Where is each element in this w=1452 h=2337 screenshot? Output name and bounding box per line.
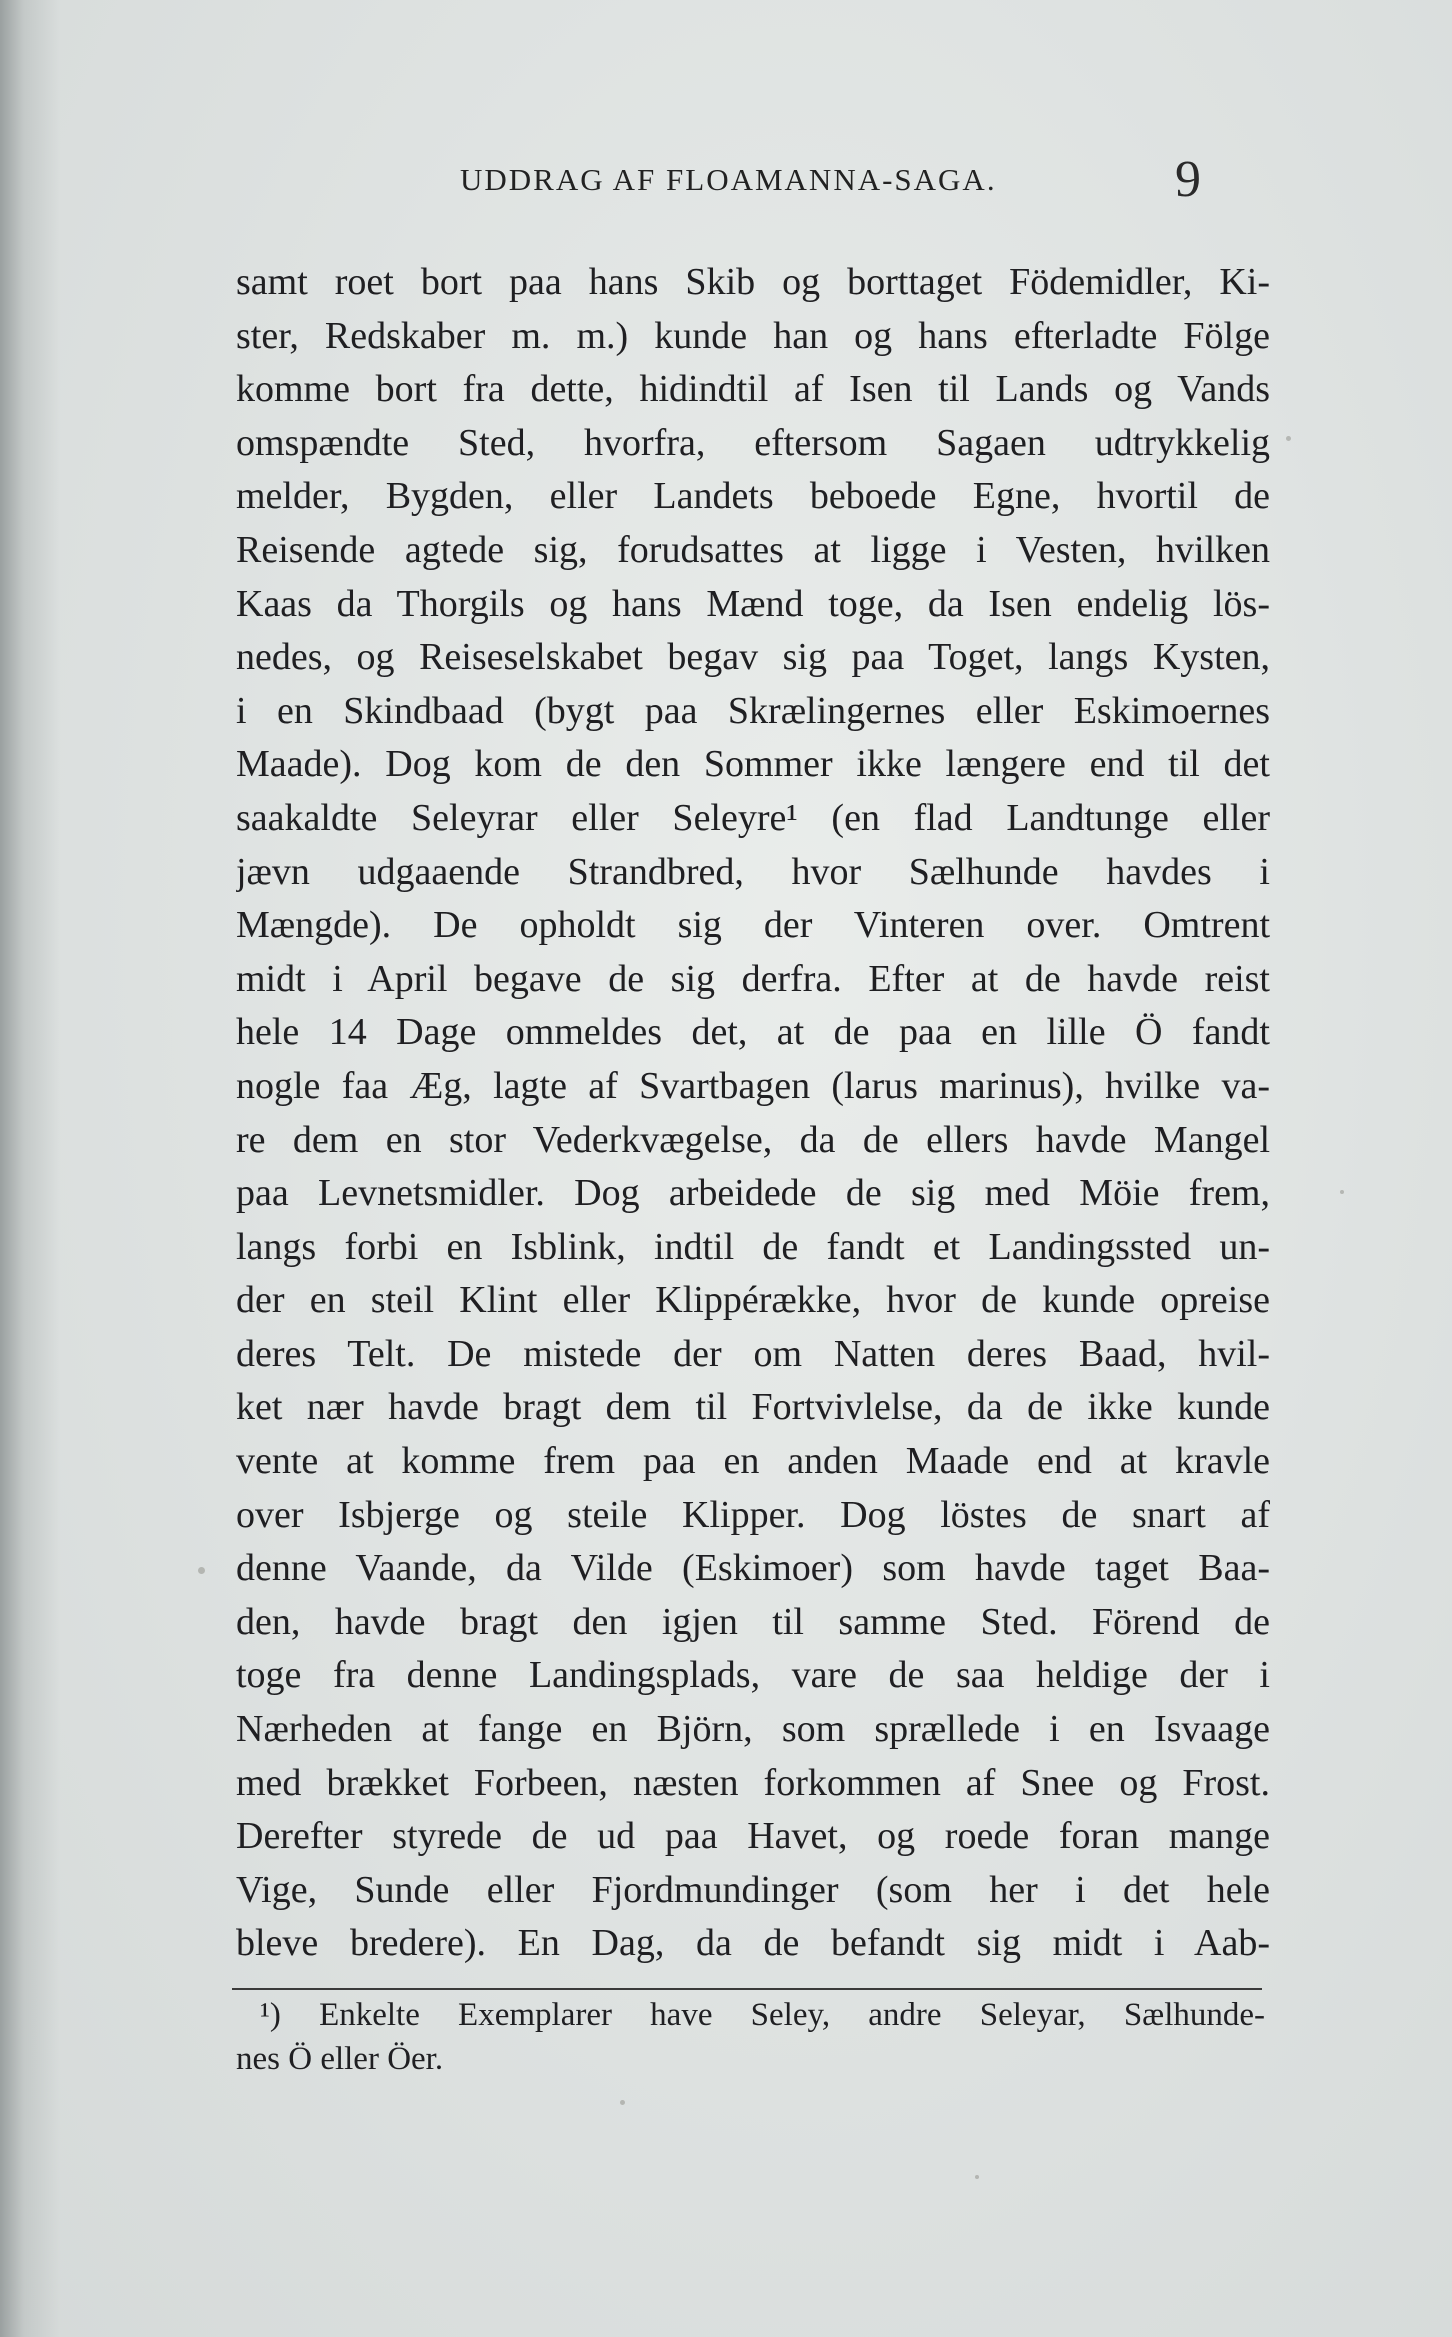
footnote-line: ¹) Enkelte Exemplarer have Seley, andre Seleyar, Sælhunde-: [260, 1997, 1265, 2033]
paper-speck: [620, 2100, 625, 2105]
footnote-line: nes Ö eller Öer.: [236, 2041, 444, 2077]
text-line: den, havde bragt den igjen til samme Sted. Förend de: [236, 1600, 1270, 1643]
paper-speck: [1340, 1190, 1344, 1194]
text-line: over Isbjerge og steile Klipper. Dog löstes de snart af: [236, 1493, 1270, 1536]
text-line: komme bort fra dette, hidindtil af Isen til Lands og Vands: [236, 368, 1270, 411]
text-line: nogle faa Æg, lagte af Svartbagen (larus marinus), hvilke va-: [236, 1064, 1270, 1107]
text-line: paa Levnetsmidler. Dog arbeidede de sig med Möie frem,: [236, 1172, 1270, 1215]
text-line: jævn udgaaende Strandbred, hvor Sælhunde havdes i: [236, 850, 1270, 893]
text-line: nedes, og Reiseselskabet begav sig paa Toget, langs Kysten,: [236, 636, 1270, 679]
text-line: deres Telt. De mistede der om Natten deres Baad, hvil-: [236, 1332, 1270, 1375]
text-line: melder, Bygden, eller Landets beboede Egne, hvortil de: [236, 475, 1270, 518]
text-line: Mængde). De opholdt sig der Vinteren over. Omtrent: [236, 904, 1270, 947]
text-line: hele 14 Dage ommeldes det, at de paa en lille Ö fandt: [236, 1011, 1270, 1054]
body-text: [236, 256, 1270, 1971]
page-number: 9: [1175, 151, 1201, 208]
text-line: bleve bredere). En Dag, da de befandt sig midt i Aab-: [236, 1922, 1270, 1965]
text-line: vente at komme frem paa en anden Maade end at kravle: [236, 1440, 1270, 1483]
footnote-rule: [232, 1988, 1262, 1990]
text-line: Maade). Dog kom de den Sommer ikke længere end til det: [236, 743, 1270, 786]
running-header: [460, 150, 1240, 210]
text-line: i en Skindbaad (bygt paa Skrælingernes eller Eskimoernes: [236, 689, 1270, 732]
text-line: ster, Redskaber m. m.) kunde han og hans efterladte Fölge: [236, 314, 1270, 357]
text-line: der en steil Klint eller Klippérække, hvor de kunde opreise: [236, 1279, 1270, 1322]
page-gutter-shadow: [0, 0, 60, 2337]
text-line: toge fra denne Landingsplads, vare de saa heldige der i: [236, 1654, 1270, 1697]
text-line: Kaas da Thorgils og hans Mænd toge, da Isen endelig lös-: [236, 582, 1270, 625]
paper-speck: [975, 2175, 979, 2179]
text-line: midt i April begave de sig derfra. Efter at de havde reist: [236, 957, 1270, 1000]
text-line: Vige, Sunde eller Fjordmundinger (som her i det hele: [236, 1868, 1270, 1911]
text-line: Derefter styrede de ud paa Havet, og roede foran mange: [236, 1815, 1270, 1858]
text-line: ket nær havde bragt dem til Fortvivlelse, da de ikke kunde: [236, 1386, 1270, 1429]
text-line: denne Vaande, da Vilde (Eskimoer) som havde taget Baa-: [236, 1547, 1270, 1590]
text-line: samt roet bort paa hans Skib og borttaget Födemidler, Ki-: [236, 261, 1270, 303]
paper-speck: [1286, 436, 1291, 441]
running-title: UDDRAG AF FLOAMANNA-SAGA.: [460, 162, 997, 197]
text-line: Reisende agtede sig, forudsattes at ligge i Vesten, hvilken: [236, 528, 1270, 571]
text-line: langs forbi en Isblink, indtil de fandt et Landingssted un-: [236, 1225, 1270, 1268]
paper-speck: [198, 1567, 205, 1574]
footnote: [236, 1993, 1265, 2081]
text-line: med brækket Forbeen, næsten forkommen af Snee og Frost.: [236, 1761, 1270, 1804]
text-line: Nærheden at fange en Björn, som sprællede i en Isvaage: [236, 1708, 1270, 1751]
text-line: saakaldte Seleyrar eller Seleyre¹ (en flad Landtunge eller: [236, 796, 1270, 839]
text-line: re dem en stor Vederkvægelse, da de ellers havde Mangel: [236, 1118, 1270, 1161]
text-line: omspændte Sted, hvorfra, eftersom Sagaen udtrykkelig: [236, 421, 1270, 464]
